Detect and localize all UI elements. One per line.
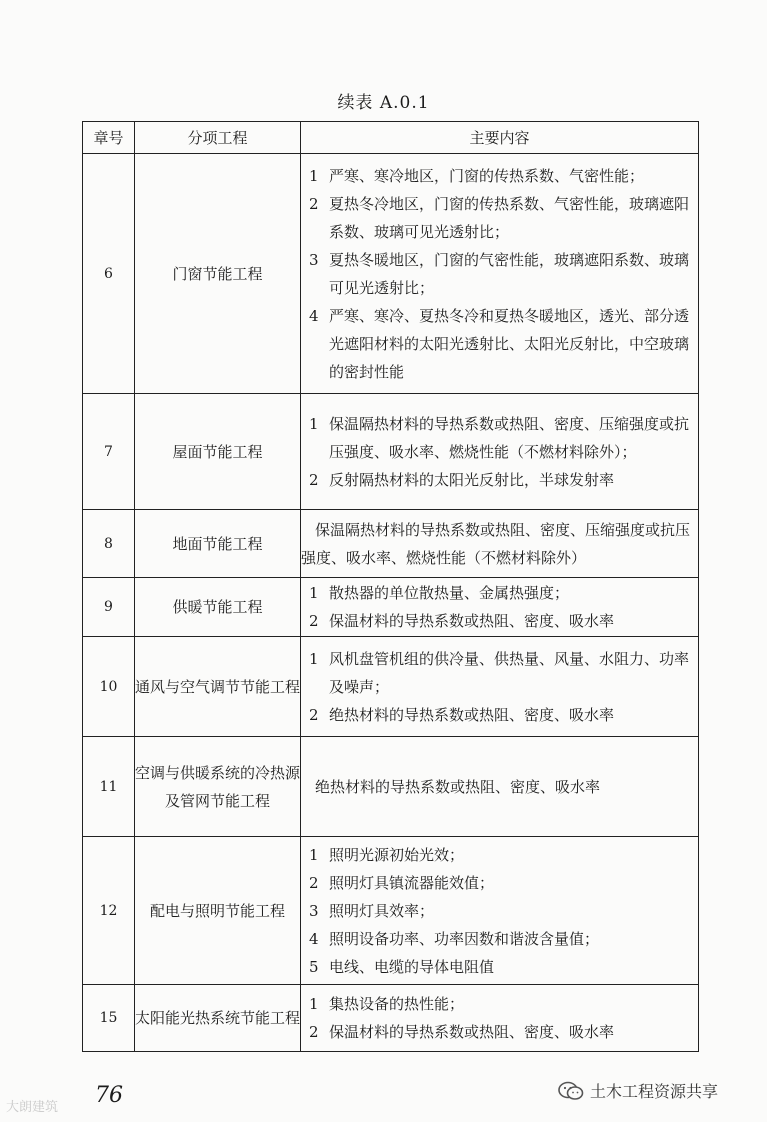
item-cell: 配电与照明节能工程: [135, 837, 301, 985]
chapter-cell: 6: [83, 154, 135, 394]
item-cell: 门窗节能工程: [135, 154, 301, 394]
content-line: [301, 1018, 698, 1046]
content-line: [301, 897, 698, 925]
line-text: 电线、电缆的导体电阻值: [329, 957, 495, 976]
line-number: 1: [309, 414, 319, 433]
content-line: [301, 410, 698, 466]
line-number: 2: [309, 194, 319, 213]
line-number: 3: [309, 901, 319, 920]
header-chapter: 章号: [83, 122, 135, 154]
content-cell: [301, 637, 699, 737]
content-paragraph: 绝热材料的导热系数或热阻、密度、吸水率: [315, 777, 601, 796]
chapter-cell: 15: [83, 985, 135, 1052]
line-number: 2: [309, 1023, 319, 1041]
chapter-cell: 11: [83, 737, 135, 837]
header-content: 主要内容: [301, 122, 699, 154]
page-number: 76: [95, 1083, 123, 1108]
content-line: [301, 579, 698, 607]
line-text: 严寒、寒冷地区，门窗的传热系数、气密性能；: [329, 166, 645, 185]
line-text: 集热设备的热性能；: [329, 995, 465, 1013]
content-line: [301, 302, 698, 386]
line-text: 散热器的单位散热量、金属热强度；: [329, 584, 570, 602]
content-line: [301, 841, 698, 869]
content-cell: [301, 510, 699, 578]
line-text: 照明设备功率、功率因数和谐波含量值；: [329, 929, 600, 948]
line-number: 4: [309, 306, 319, 325]
content-line: [301, 607, 698, 635]
item-cell: 空调与供暖系统的冷热源及管网节能工程: [135, 737, 301, 837]
table-row: [83, 737, 699, 837]
line-number: 5: [309, 957, 319, 976]
chapter-cell: 9: [83, 578, 135, 637]
line-text: 反射隔热材料的太阳光反射比，半球发射率: [329, 470, 615, 489]
content-cell: [301, 394, 699, 510]
line-text: 夏热冬暖地区，门窗的气密性能，玻璃遮阳系数、玻璃可见光透射比；: [329, 250, 690, 297]
content-line: [301, 645, 698, 701]
line-number: 1: [309, 995, 319, 1013]
line-text: 保温材料的导热系数或热阻、密度、吸水率: [329, 1023, 615, 1041]
content-cell: [301, 837, 699, 985]
table-row: [83, 154, 699, 394]
item-cell: 地面节能工程: [135, 510, 301, 578]
content-cell: [301, 154, 699, 394]
content-line: [301, 701, 698, 729]
line-number: 1: [309, 649, 319, 668]
line-number: 2: [309, 705, 319, 724]
content-paragraph: 保温隔热材料的导热系数或热阻、密度、压缩强度或抗压强度、吸水率、燃烧性能（不燃材料除外）: [301, 520, 691, 567]
chapter-cell: 8: [83, 510, 135, 578]
content-line: [301, 190, 698, 246]
line-text: 绝热材料的导热系数或热阻、密度、吸水率: [329, 705, 615, 724]
watermark-right-text: 土木工程资源共享: [590, 1082, 719, 1101]
line-number: 2: [309, 873, 319, 892]
page-title: 续表 A.0.1: [337, 93, 430, 113]
table-row: [83, 394, 699, 510]
content-line: [301, 466, 698, 494]
watermark-left: 大朗建筑: [6, 1100, 59, 1115]
watermark-right: [558, 1079, 718, 1102]
line-number: 1: [309, 166, 319, 185]
line-text: 保温隔热材料的导热系数或热阻、密度、压缩强度或抗压强度、吸水率、燃烧性能（不燃材料除外）；: [329, 414, 690, 461]
chapter-cell: 10: [83, 637, 135, 737]
line-text: 照明灯具镇流器能效值；: [329, 873, 495, 892]
table-row: [83, 637, 699, 737]
content-line: [301, 990, 698, 1018]
content-cell: [301, 985, 699, 1052]
line-number: 3: [309, 250, 319, 269]
content-line: [301, 246, 698, 302]
chapter-cell: 12: [83, 837, 135, 985]
item-cell: 屋面节能工程: [135, 394, 301, 510]
chapter-cell: 7: [83, 394, 135, 510]
table-row: [83, 985, 699, 1052]
table-row: [83, 510, 699, 578]
line-text: 照明光源初始光效；: [329, 845, 465, 864]
line-number: 2: [309, 470, 319, 489]
line-text: 夏热冬冷地区，门窗的传热系数、气密性能，玻璃遮阳系数、玻璃可见光透射比；: [329, 194, 690, 241]
header-item: 分项工程: [135, 122, 301, 154]
content-line: [301, 953, 698, 981]
line-number: 1: [309, 845, 319, 864]
line-text: 照明灯具效率；: [329, 901, 435, 920]
content-line: [301, 925, 698, 953]
wechat-icon: [558, 1081, 584, 1101]
line-text: 保温材料的导热系数或热阻、密度、吸水率: [329, 612, 615, 630]
table-row: [83, 578, 699, 637]
line-number: 2: [309, 612, 319, 630]
table-header-row: [83, 122, 699, 154]
item-cell: 太阳能光热系统节能工程: [135, 985, 301, 1052]
content-cell: [301, 578, 699, 637]
line-number: 4: [309, 929, 319, 948]
line-text: 风机盘管机组的供冷量、供热量、风量、水阻力、功率及噪声；: [329, 649, 690, 696]
content-line: [301, 869, 698, 897]
line-number: 1: [309, 584, 319, 602]
table-row: [83, 837, 699, 985]
content-cell: [301, 737, 699, 837]
item-cell: 供暖节能工程: [135, 578, 301, 637]
content-line: [301, 162, 698, 190]
item-cell: 通风与空气调节节能工程: [135, 637, 301, 737]
spec-table: [82, 121, 699, 1052]
line-text: 严寒、寒冷、夏热冬冷和夏热冬暖地区，透光、部分透光遮阳材料的太阳光透射比、太阳光反射比，中空玻璃的密封性能: [329, 306, 690, 381]
